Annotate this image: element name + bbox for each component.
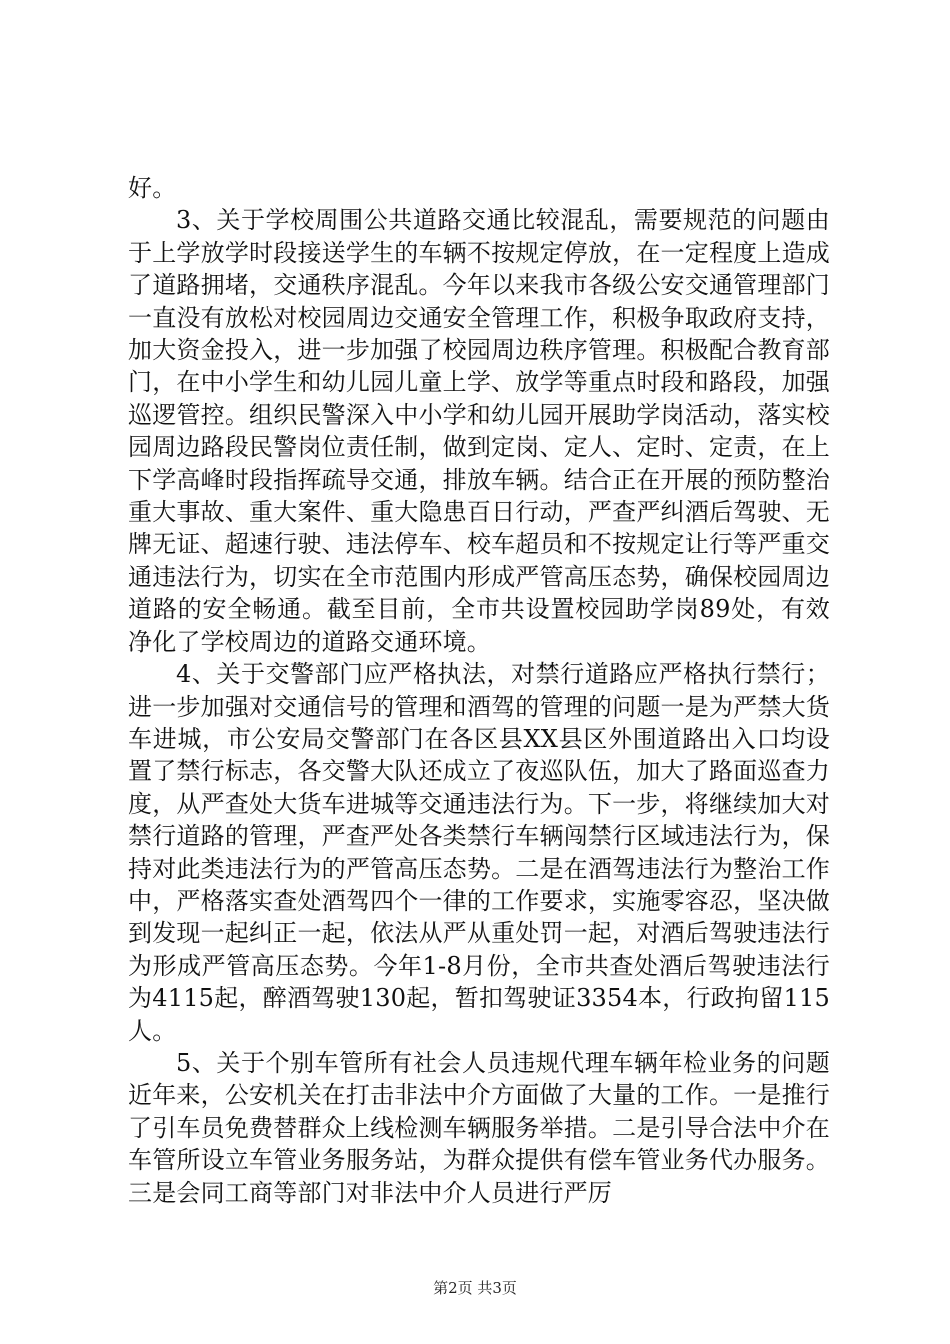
page-number-footer: 第2页 共3页 [433, 1279, 517, 1297]
paragraph-continuation: 好。 [128, 174, 177, 202]
document-body [128, 172, 830, 1209]
paragraph-item-4: 4、关于交警部门应严格执法，对禁行道路应严格执行禁行；进一步加强对交通信号的管理和酒驾的管理的问题一是为严禁大货车进城，市公安局交警部门在各区县XX县区外围道路出入口均设置了禁行标志，各交警大队还成立了夜巡队伍，加大了路面巡查力度，从严查处大货车进城等交通违法行为。下一步，将继续加大对禁行道路的管理，严查严处各类禁行车辆闯禁行区域违法行为，保持对此类违法行为的严管高压态势。二是在酒驾违法行为整治工作中，严格落实查处酒驾四个一律的工作要求，实施零容忍，坚决做到发现一起纠正一起，依法从严从重处罚一起，对酒后驾驶违法行为形成严管高压态势。今年1-8月份，全市共查处酒后驾驶违法行为4115起，醉酒驾驶130起，暂扣驾驶证3354本，行政拘留115人。 [128, 660, 830, 1045]
paragraph-item-5: 5、关于个别车管所有社会人员违规代理车辆年检业务的问题近年来，公安机关在打击非法中介方面做了大量的工作。一是推行了引车员免费替群众上线检测车辆服务举措。二是引导合法中介在车管所设立车管业务服务站，为群众提供有偿车管业务代办服务。三是会同工商等部门对非法中介人员进行严厉 [128, 1048, 830, 1207]
paragraph-item-3: 3、关于学校周围公共道路交通比较混乱，需要规范的问题由于上学放学时段接送学生的车辆不按规定停放，在一定程度上造成了道路拥堵，交通秩序混乱。今年以来我市各级公安交通管理部门一直没有放松对校园周边交通安全管理工作，积极争取政府支持，加大资金投入，进一步加强了校园周边秩序管理。积极配合教育部门，在中小学生和幼儿园儿童上学、放学等重点时段和路段，加强巡逻管控。组织民警深入中小学和幼儿园开展助学岗活动，落实校园周边路段民警岗位责任制，做到定岗、定人、定时、定责，在上下学高峰时段指挥疏导交通，排放车辆。结合正在开展的预防整治重大事故、重大案件、重大隐患百日行动，严查严纠酒后驾驶、无牌无证、超速行驶、违法停车、校车超员和不按规定让行等严重交通违法行为，切实在全市范围内形成严管高压态势，确保校园周边道路的安全畅通。截至目前，全市共设置校园助学岗89处，有效净化了学校周边的道路交通环境。 [128, 206, 830, 656]
